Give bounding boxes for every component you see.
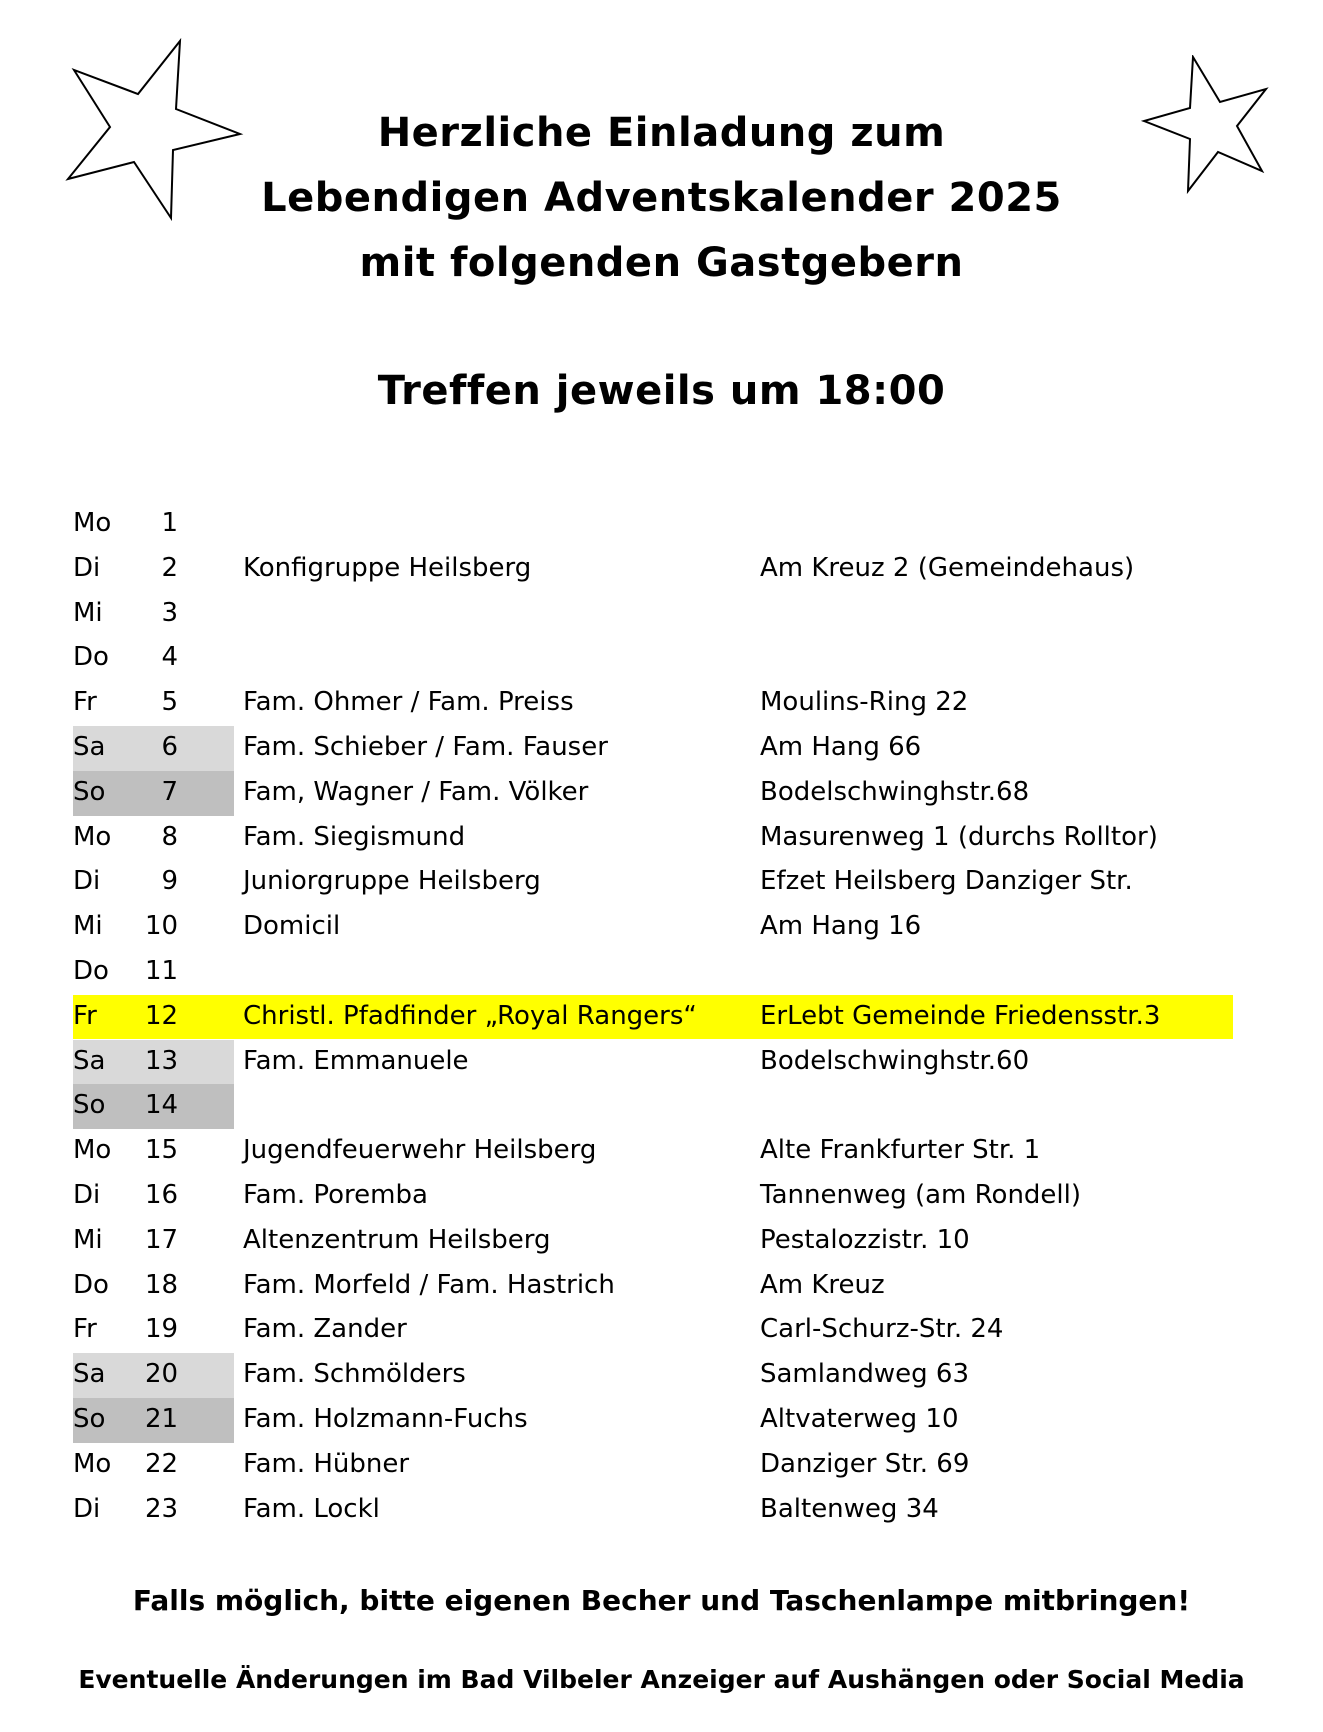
host-name: Fam. Siegismund (243, 821, 466, 852)
calendar-row (0, 1308, 1323, 1352)
date-number: 13 (145, 1045, 179, 1076)
date-number: 17 (145, 1224, 179, 1255)
host-address: Pestalozzistr. 10 (760, 1224, 970, 1255)
host-address: Altvaterweg 10 (760, 1404, 959, 1434)
host-address: Efzet Heilsberg Danziger Str. (760, 866, 1133, 897)
calendar-row (0, 1040, 1323, 1084)
calendar-row (0, 905, 1323, 949)
host-address: Danziger Str. 69 (760, 1448, 970, 1479)
date-number: 22 (145, 1448, 179, 1479)
weekday-label: Di (73, 1180, 101, 1210)
date-number: 15 (145, 1135, 179, 1166)
date-number: 12 (145, 1000, 179, 1031)
date-number: 5 (161, 687, 178, 718)
date-number: 1 (161, 508, 178, 538)
host-address: Am Hang 66 (760, 732, 922, 762)
date-number: 19 (145, 1314, 179, 1345)
calendar-row (0, 771, 1323, 815)
date-number: 4 (161, 642, 178, 673)
host-name: Fam. Poremba (243, 1180, 428, 1210)
host-name: Fam. Zander (243, 1314, 407, 1345)
footer-changes: Eventuelle Änderungen im Bad Vilbeler Anzeiger auf Aushängen oder Social Media (78, 1665, 1245, 1694)
date-number: 20 (145, 1359, 179, 1390)
date-number: 6 (161, 732, 178, 762)
date-number: 14 (145, 1090, 179, 1121)
host-name: Jugendfeuerwehr Heilsberg (243, 1135, 597, 1166)
date-number: 11 (145, 956, 179, 986)
weekday-label: Do (73, 956, 109, 986)
calendar-row (0, 1488, 1323, 1532)
host-name: Konfigruppe Heilsberg (243, 552, 532, 583)
weekday-label: Fr (73, 687, 97, 718)
host-address: Samlandweg 63 (760, 1359, 970, 1390)
weekday-label: Di (73, 866, 101, 897)
weekday-label: Mo (73, 1135, 112, 1166)
date-number: 9 (161, 866, 178, 897)
date-number: 10 (145, 911, 179, 942)
host-name: Christl. Pfadfinder „Royal Rangers“ (243, 1000, 697, 1031)
host-name: Fam. Schieber / Fam. Fauser (243, 732, 608, 762)
weekday-label: Mi (73, 1224, 103, 1255)
footer-note: Falls möglich, bitte eigenen Becher und Taschenlampe mitbringen! (132, 1584, 1191, 1617)
host-name: Fam. Schmölders (243, 1359, 466, 1390)
weekday-label: Mo (73, 508, 112, 538)
calendar-row (0, 1174, 1323, 1218)
calendar-row (0, 547, 1323, 591)
host-address: Tannenweg (am Rondell) (760, 1180, 1082, 1210)
host-name: Fam. Emmanuele (243, 1045, 469, 1076)
weekday-label: Fr (73, 1000, 97, 1031)
calendar-row (0, 950, 1323, 994)
calendar-row (0, 1398, 1323, 1442)
weekday-label: Do (73, 642, 109, 673)
weekday-label: Mo (73, 1448, 112, 1479)
host-address: Bodelschwinghstr.68 (760, 776, 1030, 807)
meeting-time: Treffen jeweils um 18:00 (377, 368, 946, 414)
calendar-row (0, 592, 1323, 636)
weekday-label: Di (73, 1493, 101, 1524)
host-name: Fam. Ohmer / Fam. Preiss (243, 687, 574, 718)
calendar-row (0, 502, 1323, 546)
host-address: ErLebt Gemeinde Friedensstr.3 (760, 1000, 1161, 1031)
host-name: Juniorgruppe Heilsberg (243, 866, 541, 897)
calendar-row (0, 1353, 1323, 1397)
host-name: Fam, Wagner / Fam. Völker (243, 776, 589, 807)
weekday-label: Fr (73, 1314, 97, 1345)
calendar-row (0, 816, 1323, 860)
host-name: Fam. Holzmann-Fuchs (243, 1404, 528, 1434)
weekday-label: Di (73, 552, 101, 583)
title-line-2: Lebendigen Adventskalender 2025 (261, 175, 1062, 221)
title-line-3: mit folgenden Gastgebern (359, 240, 964, 286)
weekday-label: Do (73, 1269, 109, 1300)
calendar-row (0, 1443, 1323, 1487)
date-number: 2 (161, 552, 178, 583)
host-name: Altenzentrum Heilsberg (243, 1224, 551, 1255)
weekday-label: Mi (73, 597, 103, 628)
date-number: 18 (145, 1269, 179, 1300)
host-address: Carl-Schurz-Str. 24 (760, 1314, 1004, 1345)
date-number: 7 (161, 776, 178, 807)
calendar-row (0, 726, 1323, 770)
host-name: Fam. Morfeld / Fam. Hastrich (243, 1269, 615, 1300)
calendar-row (0, 1264, 1323, 1308)
host-address: Baltenweg 34 (760, 1493, 939, 1524)
date-number: 21 (145, 1404, 179, 1434)
host-name: Fam. Lockl (243, 1493, 380, 1524)
host-name: Domicil (243, 911, 341, 942)
weekday-label: So (73, 1090, 106, 1121)
weekday-label: Sa (73, 732, 106, 762)
calendar-row (0, 636, 1323, 680)
weekday-label: Mo (73, 821, 112, 852)
weekday-label: Sa (73, 1359, 106, 1390)
calendar-row (0, 1084, 1323, 1128)
calendar-row (0, 1129, 1323, 1173)
host-address: Moulins-Ring 22 (760, 687, 969, 718)
host-address: Am Kreuz 2 (Gemeindehaus) (760, 552, 1135, 583)
calendar-row (0, 681, 1323, 725)
calendar-row (0, 1219, 1323, 1263)
weekday-label: So (73, 1404, 106, 1434)
date-number: 8 (161, 821, 178, 852)
host-address: Am Kreuz (760, 1269, 885, 1300)
title-line-1: Herzliche Einladung zum (377, 110, 946, 156)
weekday-label: Sa (73, 1045, 106, 1076)
weekday-label: So (73, 776, 106, 807)
calendar-row (0, 995, 1323, 1039)
calendar-row (0, 860, 1323, 904)
host-address: Am Hang 16 (760, 911, 922, 942)
date-number: 23 (145, 1493, 179, 1524)
date-number: 3 (161, 597, 178, 628)
host-name: Fam. Hübner (243, 1448, 410, 1479)
host-address: Masurenweg 1 (durchs Rolltor) (760, 821, 1158, 852)
date-number: 16 (145, 1180, 179, 1210)
host-address: Alte Frankfurter Str. 1 (760, 1135, 1041, 1166)
weekday-label: Mi (73, 911, 103, 942)
host-address: Bodelschwinghstr.60 (760, 1045, 1030, 1076)
